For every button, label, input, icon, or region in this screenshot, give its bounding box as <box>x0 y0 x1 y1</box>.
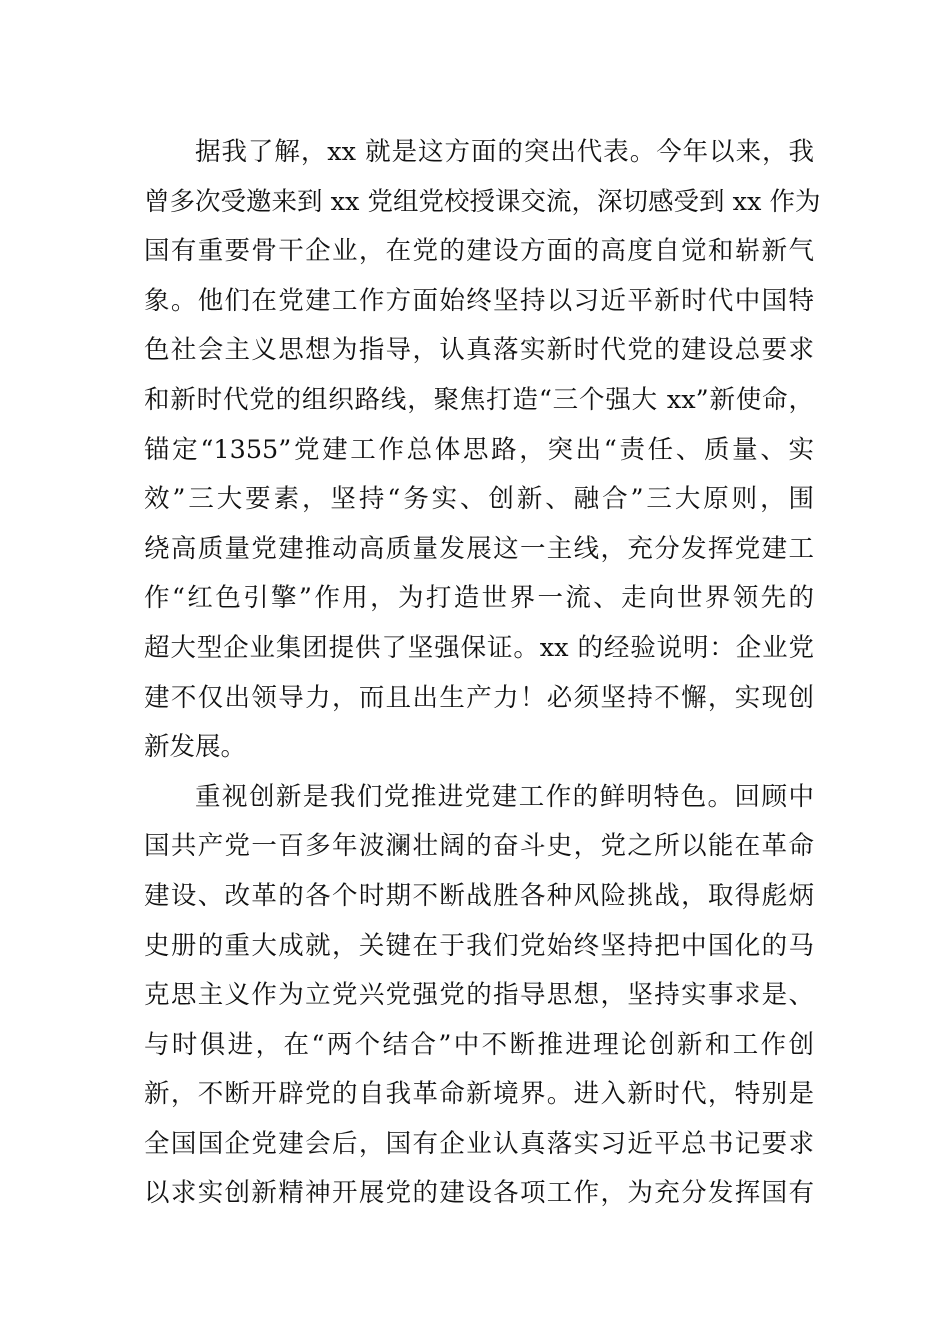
paragraph-2-line-3: 建设、改革的各个时期不断战胜各种风险挑战，取得彪炳 <box>144 880 814 911</box>
paragraph-1-line-4: 象。他们在党建工作方面始终坚持以习近平新时代中国特 <box>144 285 814 316</box>
paragraph-2-line-2: 国共产党一百多年波澜壮阔的奋斗史，党之所以能在革命 <box>144 831 814 862</box>
paragraph-2-line-9: 以求实创新精神开展党的建设各项工作，为充分发挥国有 <box>144 1178 814 1209</box>
paragraph-1-line-10: 作“红色引擎”作用，为打造世界一流、走向世界领先的 <box>144 583 814 614</box>
paragraph-1-line-7: 锚定“1355”党建工作总体思路，突出“责任、质量、实 <box>144 434 814 465</box>
paragraph-2-line-1: 重视创新是我们党推进党建工作的鲜明特色。回顾中 <box>195 781 814 812</box>
paragraph-2-line-6: 与时俱进，在“两个结合”中不断推进理论创新和工作创 <box>144 1029 814 1060</box>
paragraph-2-line-4: 史册的重大成就，关键在于我们党始终坚持把中国化的马 <box>144 930 814 961</box>
paragraph-2-line-5: 克思主义作为立党兴党强党的指导思想，坚持实事求是、 <box>144 980 814 1011</box>
paragraph-1-line-9: 绕高质量党建推动高质量发展这一主线，充分发挥党建工 <box>144 533 814 564</box>
paragraph-1-line-5: 色社会主义思想为指导，认真落实新时代党的建设总要求 <box>144 335 814 366</box>
paragraph-1-line-11: 超大型企业集团提供了坚强保证。xx 的经验说明：企业党 <box>144 632 814 663</box>
paragraph-1-line-13: 新发展。 <box>144 732 247 763</box>
paragraph-2-line-7: 新，不断开辟党的自我革命新境界。进入新时代，特别是 <box>144 1079 814 1110</box>
paragraph-1-line-6: 和新时代党的组织路线，聚焦打造“三个强大 xx”新使命， <box>144 384 814 415</box>
paragraph-1-line-1: 据我了解，xx 就是这方面的突出代表。今年以来，我 <box>195 137 814 167</box>
paragraph-2-line-8: 全国国企党建会后，国有企业认真落实习近平总书记要求 <box>144 1128 814 1159</box>
paragraph-1-line-8: 效”三大要素，坚持“务实、创新、融合”三大原则，围 <box>144 484 814 515</box>
body-text <box>144 128 821 1219</box>
paragraph-1-line-12: 建不仅出领导力，而且出生产力！必须坚持不懈，实现创 <box>144 682 814 713</box>
paragraph-1-line-2: 曾多次受邀来到 xx 党组党校授课交流，深切感受到 xx 作为 <box>144 186 821 217</box>
paragraph-1-line-3: 国有重要骨干企业，在党的建设方面的高度自觉和崭新气 <box>144 236 814 267</box>
